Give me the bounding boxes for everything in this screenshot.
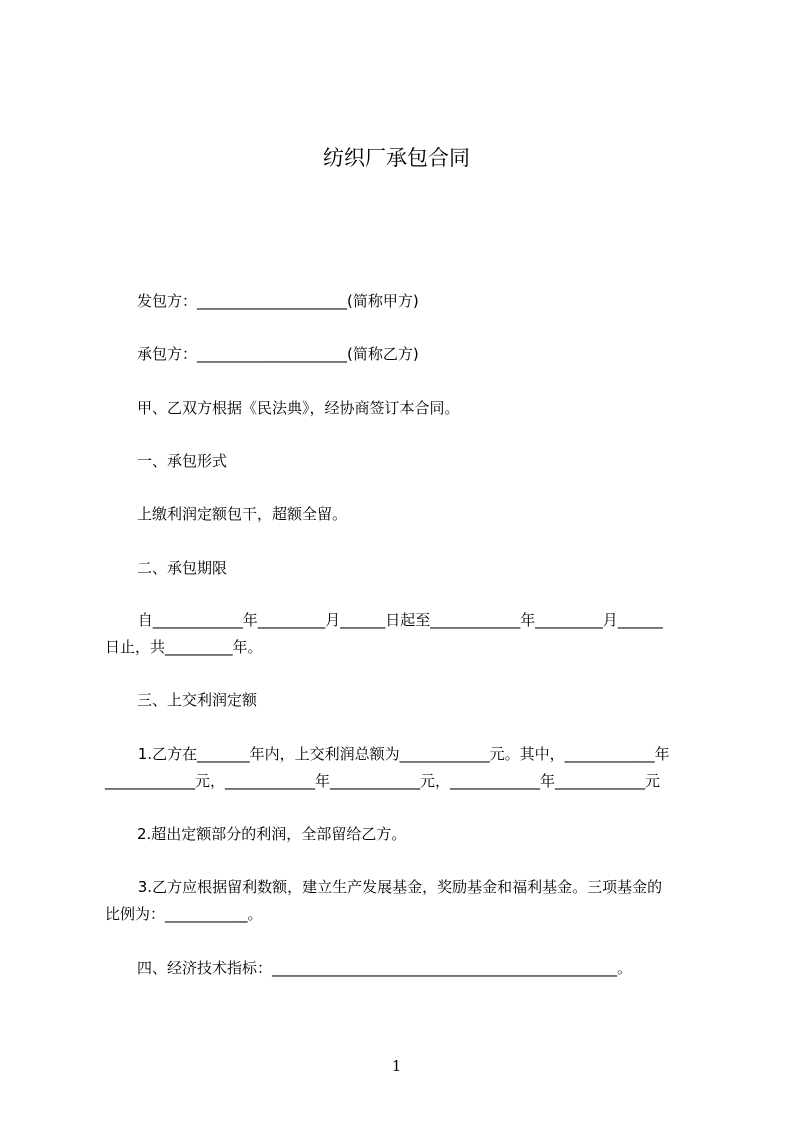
profit-item-3-line-1: 3.乙方应根据留利数额，建立生产发展基金，奖励基金和福利基金。三项基金的 <box>133 878 663 896</box>
section-2-heading: 二、承包期限 <box>137 559 228 577</box>
term-line-2: 日止，共_________年。 <box>105 638 263 656</box>
section-4-heading: 四、经济技术指标：______________________________________________。 <box>137 959 633 977</box>
section-3-heading: 三、上交利润定额 <box>137 691 258 709</box>
profit-item-1-line-2: ____________元，____________年____________元，____________年____________元 <box>105 772 661 790</box>
page-number: 1 <box>391 1057 402 1075</box>
profit-item-1-line-1: 1.乙方在_______年内，上交利润总额为____________元。其中，____________年 <box>133 745 670 763</box>
issuer-line: 发包方：____________________(简称甲方) <box>137 292 419 310</box>
section-1-heading: 一、承包形式 <box>137 452 228 470</box>
preamble: 甲、乙双方根据《民法典》，经协商签订本合同。 <box>137 399 460 417</box>
document-title: 纺织厂承包合同 <box>323 146 470 170</box>
profit-item-3-line-2: 比例为：___________。 <box>105 905 263 923</box>
section-1-text: 上缴利润定额包干，超额全留。 <box>137 505 348 523</box>
term-line-1: 自____________年_________月______日起至____________年_________月______ <box>133 611 663 629</box>
profit-item-2: 2.超出定额部分的利润，全部留给乙方。 <box>137 825 407 843</box>
contractor-line: 承包方：____________________(简称乙方) <box>137 345 419 363</box>
